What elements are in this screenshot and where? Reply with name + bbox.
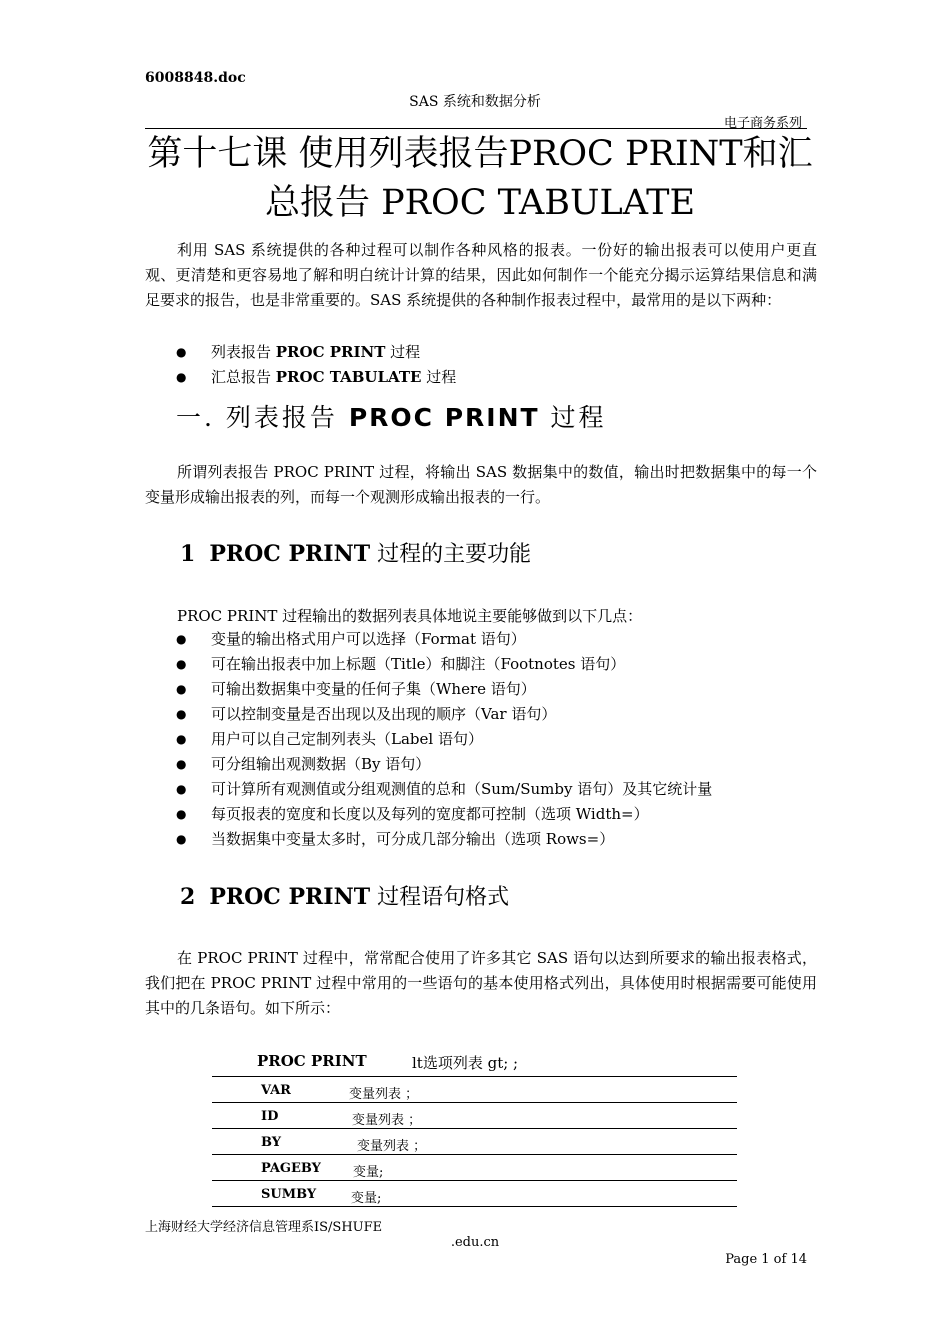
- syntax-keyword: PROC PRINT: [257, 1052, 367, 1070]
- list-item: ● 变量的输出格式用户可以选择（Format 语句）: [176, 627, 816, 652]
- syntax-keyword: SUMBY: [261, 1187, 317, 1202]
- section1-paragraph: 所谓列表报告 PROC PRINT 过程，将输出 SAS 数据集中的数值，输出时把数据集中的每一个变量形成输出报表的列，而每一个观测形成输出报表的一行。: [145, 463, 817, 506]
- feature-bullet-list: [176, 627, 816, 852]
- section-heading-1: 一. 列表报告 PROC PRINT 过程: [176, 403, 607, 432]
- syntax-value: 变量列表 ；: [349, 1087, 419, 1102]
- subsection-heading-1: 1 PROC PRINT 过程的主要功能: [180, 541, 532, 567]
- syntax-keyword: PAGEBY: [261, 1161, 321, 1176]
- list-item: ● 可在输出报表中加上标题（Title）和脚注（Footnotes 语句）: [176, 652, 816, 677]
- list-item: ● 可计算所有观测值或分组观测值的总和（Sum/Sumby 语句）及其它统计量: [176, 777, 816, 802]
- syntax-table: [212, 1052, 737, 1207]
- syntax-header-row: [212, 1052, 737, 1077]
- table-row: [212, 1181, 737, 1207]
- running-title: SAS 系统和数据分析: [409, 94, 541, 110]
- sub2-paragraph: 在 PROC PRINT 过程中，常常配合使用了许多其它 SAS 语句以达到所要求的输出报表格式，我们把在 PROC PRINT 过程中常用的一些语句的基本使用格式列出，具体使用时根据需要可能使用其中的几条语句。如下所示：: [145, 949, 817, 1017]
- subsection-heading-2: 2 PROC PRINT 过程语句格式: [180, 884, 510, 910]
- title-line-1: 第十七课 使用列表报告PROC PRINT和汇: [147, 134, 813, 174]
- footer-domain: .edu.cn: [450, 1235, 500, 1250]
- table-row: [212, 1155, 737, 1181]
- syntax-value: 变量;: [353, 1165, 384, 1180]
- syntax-value: 变量;: [351, 1191, 382, 1206]
- syntax-value: 变量列表 ；: [352, 1113, 422, 1128]
- header-rule: [145, 128, 807, 129]
- table-row: [212, 1077, 737, 1103]
- intro-paragraph: 利用 SAS 系统提供的各种过程可以制作各种风格的报表。一份好的输出报表可以使用户更直观、更清楚和更容易地了解和明白统计计算的结果，因此如何制作一个能充分揭示运算结果信息和满足要求的报告，也是非常重要的。SAS 系统提供的各种制作报表过程中，最常用的是以下两种：: [145, 241, 817, 309]
- title-line-2: 总报告 PROC TABULATE: [264, 183, 696, 223]
- list-item: ● 当数据集中变量太多时，可分成几部分输出（选项 Rows=）: [176, 827, 816, 852]
- list-item: ● 可输出数据集中变量的任何子集（Where 语句）: [176, 677, 816, 702]
- intro-bullet-list: [176, 340, 816, 390]
- syntax-keyword: ID: [261, 1109, 279, 1124]
- syntax-keyword: VAR: [261, 1083, 291, 1098]
- list-item: ● 用户可以自己定制列表头（Label 语句）: [176, 727, 816, 752]
- list-item: ● 汇总报告 PROC TABULATE 过程: [176, 365, 816, 390]
- table-row: [212, 1103, 737, 1129]
- syntax-value: lt选项列表 gt; ;: [412, 1054, 519, 1072]
- document-title: [140, 130, 820, 228]
- syntax-value: 变量列表 ；: [357, 1139, 427, 1154]
- list-item: ● 可分组输出观测数据（By 语句）: [176, 752, 816, 777]
- syntax-keyword: BY: [261, 1135, 282, 1150]
- list-item: ● 每页报表的宽度和长度以及每列的宽度都可控制（选项 Width=）: [176, 802, 816, 827]
- page-number: Page 1 of 14: [725, 1252, 807, 1267]
- series-label: 电子商务系列: [723, 116, 802, 131]
- list-item: ● 列表报告 PROC PRINT 过程: [176, 340, 816, 365]
- sub1-paragraph: PROC PRINT 过程输出的数据列表具体地说主要能够做到以下几点：: [177, 607, 643, 625]
- table-row: [212, 1129, 737, 1155]
- list-item: ● 可以控制变量是否出现以及出现的顺序（Var 语句）: [176, 702, 816, 727]
- document-filename: 6008848.doc: [145, 70, 246, 86]
- footer-institution: 上海财经大学经济信息管理系IS/SHUFE: [145, 1220, 383, 1235]
